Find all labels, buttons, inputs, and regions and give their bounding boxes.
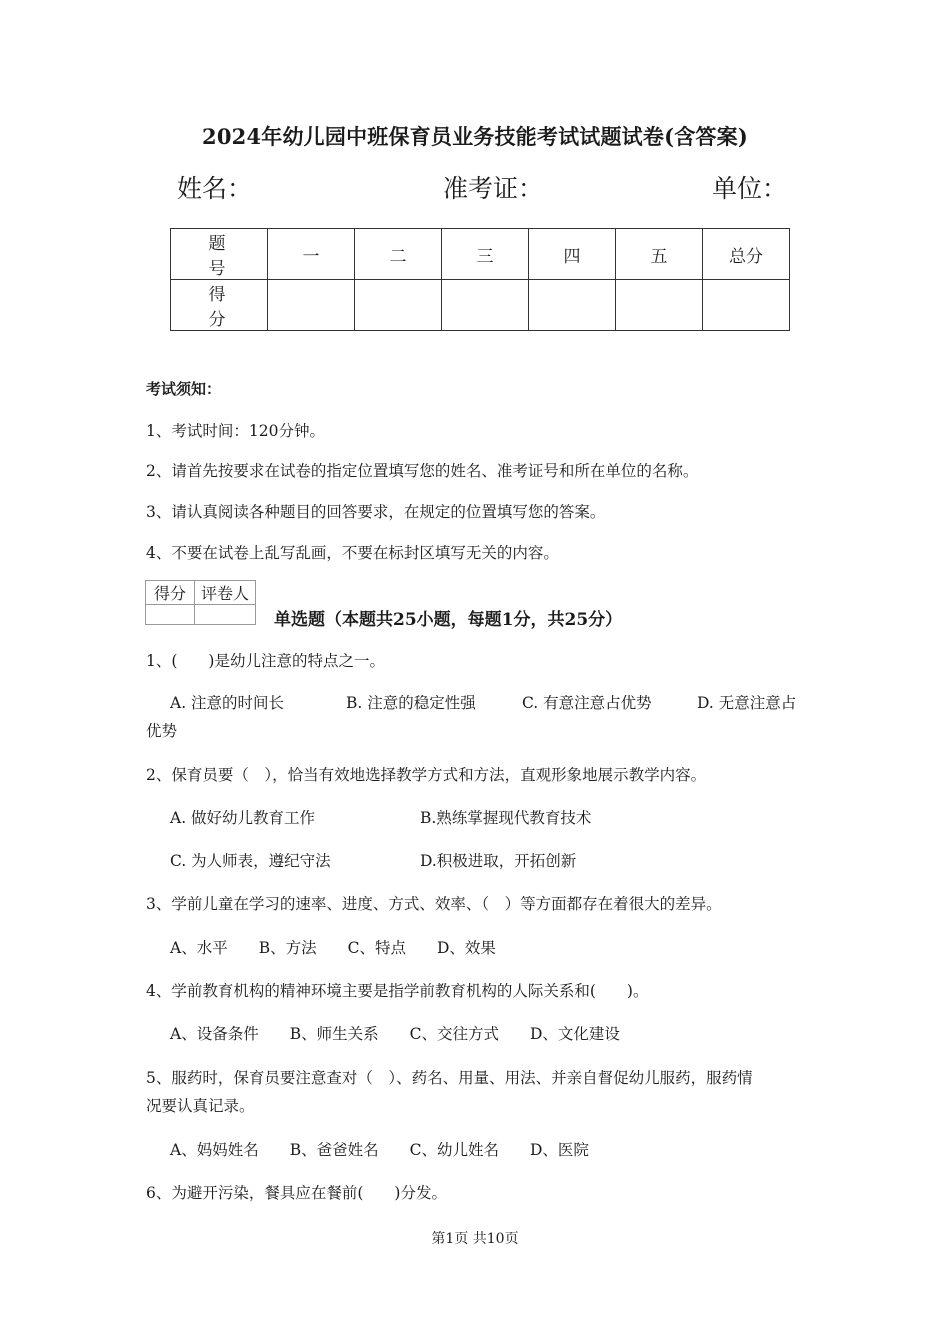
score-table xyxy=(170,228,790,331)
question-1-option-b: B. 注意的稳定性强 xyxy=(346,694,476,712)
question-2-option-d: D.积极进取，开拓创新 xyxy=(420,852,577,870)
question-1-option-d-cont: 优势 xyxy=(146,722,178,740)
score-table-col-1: 一 xyxy=(268,229,355,280)
score-cell[interactable] xyxy=(529,280,616,331)
score-table-col-5: 五 xyxy=(616,229,703,280)
question-5-stem: 5、服药时，保育员要注意查对（ ）、药名、用量、用法、并亲自督促幼儿服药，服药情 xyxy=(146,1069,753,1087)
question-1-option-d: D. 无意注意占 xyxy=(697,694,797,712)
score-table-col-total: 总分 xyxy=(703,229,790,280)
exam-id-field-label: 准考证： xyxy=(443,174,544,203)
notice-item: 2、请首先按要求在试卷的指定位置填写您的姓名、准考证号和所在单位的名称。 xyxy=(146,462,699,480)
notice-heading: 考试须知： xyxy=(146,380,222,398)
question-1-option-a: A. 注意的时间长 xyxy=(170,694,285,712)
unit-field-label: 单位： xyxy=(712,174,788,203)
score-table-header-row xyxy=(171,229,790,280)
notice-item: 4、不要在试卷上乱写乱画，不要在标封区填写无关的内容。 xyxy=(146,544,559,562)
question-4-options: A、设备条件 B、师生关系 C、交往方式 D、文化建设 xyxy=(170,1025,620,1043)
score-table-score-row xyxy=(171,280,790,331)
grader-score-label: 得分 xyxy=(146,581,195,605)
name-field-label: 姓名： xyxy=(177,174,253,203)
score-table-col-3: 三 xyxy=(442,229,529,280)
question-3-options: A、水平 B、方法 C、特点 D、效果 xyxy=(170,939,496,957)
score-table-header-label: 题 号 xyxy=(171,229,268,280)
question-5-stem-cont: 况要认真记录。 xyxy=(146,1097,255,1115)
question-6-stem: 6、为避开污染，餐具应在餐前( )分发。 xyxy=(146,1184,447,1202)
question-3-stem: 3、学前儿童在学习的速率、进度、方式、效率、（ ）等方面都存在着很大的差异。 xyxy=(146,895,722,913)
score-cell[interactable] xyxy=(355,280,442,331)
question-2-stem: 2、保育员要（ ），恰当有效地选择教学方式和方法，直观形象地展示教学内容。 xyxy=(146,766,707,784)
score-table-col-4: 四 xyxy=(529,229,616,280)
question-5-options: A、妈妈姓名 B、爸爸姓名 C、幼儿姓名 D、医院 xyxy=(170,1141,589,1159)
grader-table xyxy=(145,580,256,625)
notice-item: 3、请认真阅读各种题目的回答要求，在规定的位置填写您的答案。 xyxy=(146,503,606,521)
question-4-stem: 4、学前教育机构的精神环境主要是指学前教育机构的人际关系和( )。 xyxy=(146,982,649,1000)
score-row-label: 得 分 xyxy=(171,280,268,331)
question-2-option-a: A. 做好幼儿教育工作 xyxy=(170,809,316,827)
grader-score-cell[interactable] xyxy=(146,605,195,625)
question-2-option-c: C. 为人师表，遵纪守法 xyxy=(170,852,331,870)
notice-item: 1、考试时间：120分钟。 xyxy=(146,422,325,440)
page-title: 2024年幼儿园中班保育员业务技能考试试题试卷(含答案) xyxy=(202,124,748,149)
grader-name-label: 评卷人 xyxy=(195,581,256,605)
question-2-option-b: B.熟练掌握现代教育技术 xyxy=(420,809,592,827)
grader-name-cell[interactable] xyxy=(195,605,256,625)
question-1-option-c: C. 有意注意占优势 xyxy=(522,694,652,712)
score-cell-total[interactable] xyxy=(703,280,790,331)
score-table-col-2: 二 xyxy=(355,229,442,280)
section-title: 单选题（本题共25小题，每题1分，共25分） xyxy=(274,610,623,630)
question-1-stem: 1、( )是幼儿注意的特点之一。 xyxy=(146,652,385,670)
score-cell[interactable] xyxy=(268,280,355,331)
score-cell[interactable] xyxy=(616,280,703,331)
score-cell[interactable] xyxy=(442,280,529,331)
page-footer: 第1页 共10页 xyxy=(431,1231,519,1247)
